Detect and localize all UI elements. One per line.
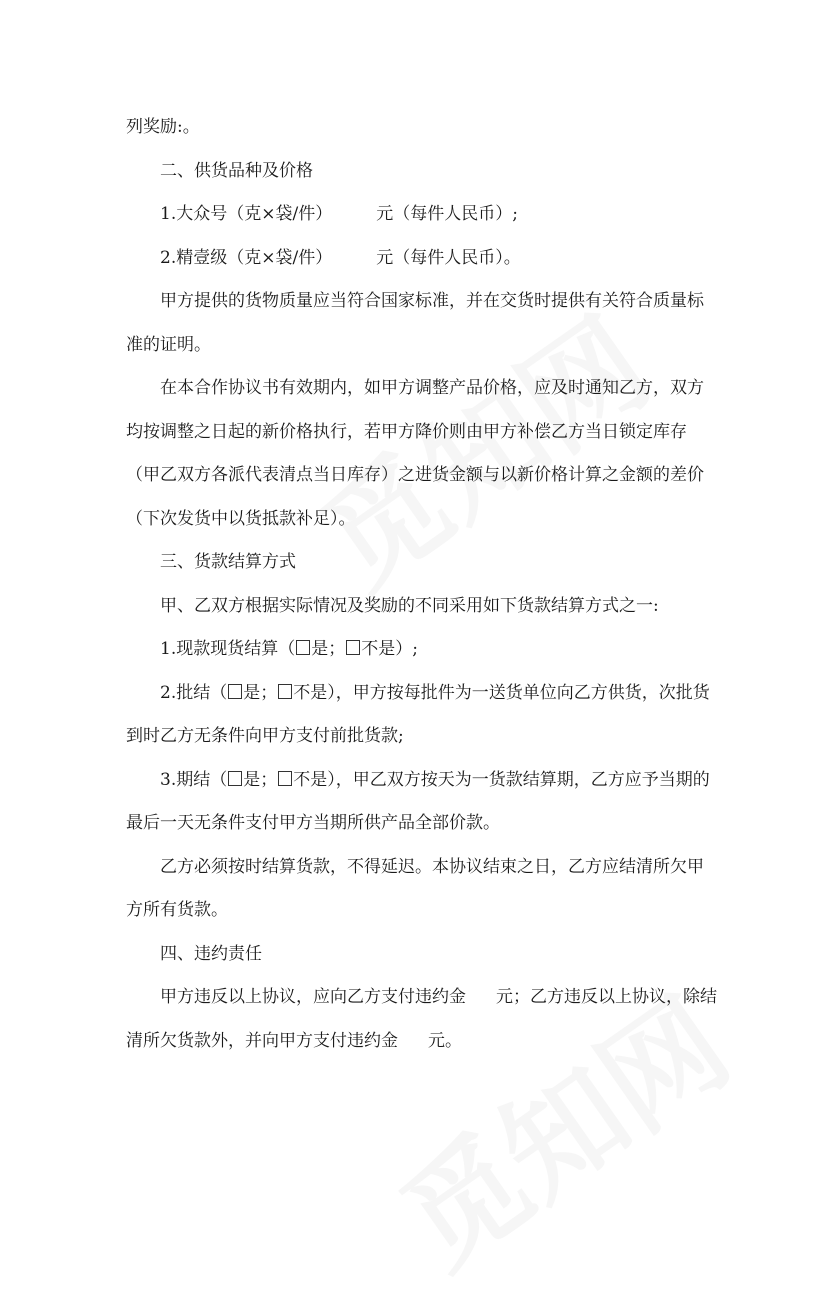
- checkbox[interactable]: [228, 684, 242, 699]
- section-heading: 二、供货品种及价格: [160, 160, 313, 181]
- paragraph: [126, 193, 718, 237]
- item-text: 元。: [428, 1030, 462, 1051]
- item-text: 是；: [311, 639, 346, 659]
- paragraph: 甲、乙双方根据实际情况及奖励的不同采用如下货款结算方式之一:: [160, 595, 659, 616]
- item-text: 2.精壹级（克×袋/件）: [160, 247, 333, 268]
- paragraph: 列奖励:。: [126, 117, 200, 137]
- item-text: 是；: [243, 769, 278, 790]
- item-text: 2.批结（: [160, 682, 228, 703]
- paragraph: [126, 976, 718, 1063]
- item-text: 不是）;: [361, 639, 418, 659]
- section-heading: 三、货款结算方式: [160, 552, 296, 572]
- item-text: 不是），甲方按每批件为一送货单位向乙方供货，次批货到时乙方无条件向甲方支付前批货款;: [126, 682, 710, 746]
- checkbox[interactable]: [346, 640, 360, 655]
- checkbox[interactable]: [296, 640, 310, 655]
- item-text: 1.现款现货结算（: [160, 639, 296, 659]
- checkbox[interactable]: [278, 684, 292, 699]
- item-text: 元；乙方违反以上协议，除结清所欠货款外，并向甲方支付违约金: [126, 987, 717, 1051]
- paragraph: 在本合作协议书有效期内，如甲方调整产品价格，应及时通知乙方，双方均按调整之日起的新价格执行，若甲方降价则由甲方补偿乙方当日锁定库存（甲乙双方各派代表清点当日库存）之进货金额与以新价格计算之金额的差价（下次发货中以货抵款补足）。: [126, 378, 704, 529]
- item-text: 1.大众号（克×袋/件）: [160, 204, 333, 224]
- item-text: 是；: [243, 682, 278, 703]
- section-heading: 四、违约责任: [160, 943, 262, 964]
- checkbox[interactable]: [228, 771, 242, 786]
- paragraph: 乙方必须按时结算货款，不得延迟。本协议结束之日，乙方应结清所欠甲方所有货款。: [126, 856, 704, 920]
- paragraph: [126, 759, 718, 846]
- paragraph: 甲方提供的货物质量应当符合国家标准，并在交货时提供有关符合质量标准的证明。: [126, 291, 704, 355]
- item-text: 甲方违反以上协议，应向乙方支付违约金: [160, 987, 466, 1007]
- item-text: 元（每件人民币）。: [376, 247, 521, 268]
- paragraph: [126, 628, 718, 672]
- paragraph: [126, 237, 718, 281]
- item-text: 3.期结（: [160, 769, 228, 790]
- item-text: 元（每件人民币）;: [376, 204, 518, 224]
- document-body: [126, 106, 718, 1063]
- paragraph: [126, 672, 718, 759]
- item-text: 不是），甲乙双方按天为一货款结算期，乙方应予当期的最后一天无条件支付甲方当期所供产品全部价款。: [126, 769, 710, 833]
- checkbox[interactable]: [278, 771, 292, 786]
